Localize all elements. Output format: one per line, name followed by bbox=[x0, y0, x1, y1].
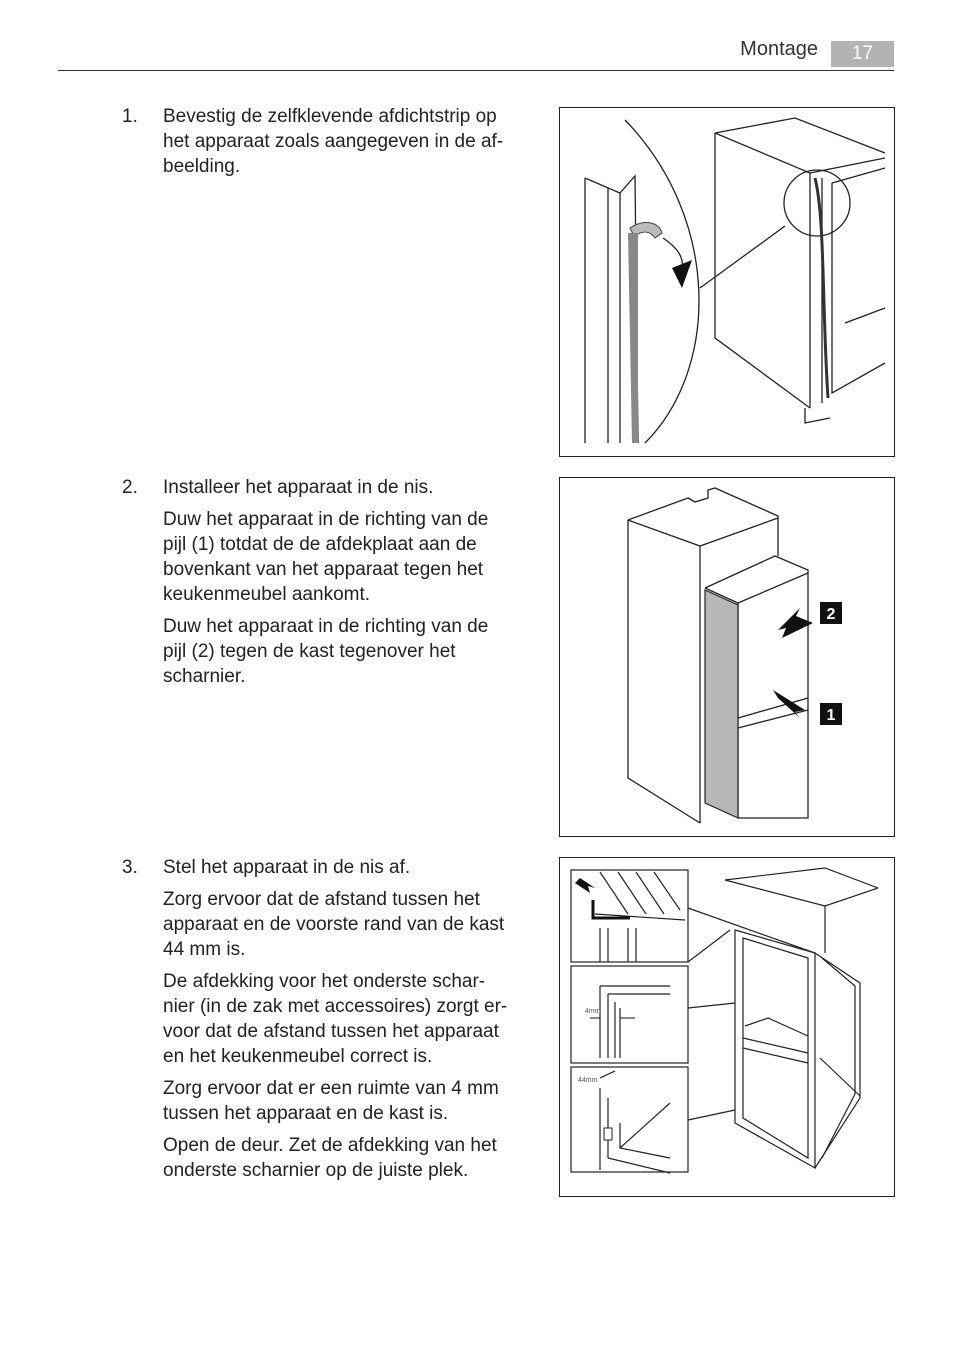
step-paragraph: Installeer het apparaat in de nis. bbox=[163, 477, 434, 498]
arrow-label-2: 2 bbox=[826, 606, 836, 623]
step-2 bbox=[122, 475, 512, 696]
figure-sealing-strip bbox=[559, 107, 895, 457]
step-number: 1. bbox=[122, 106, 138, 127]
label-44mm: 44mm bbox=[578, 1077, 598, 1084]
page-number: 17 bbox=[831, 41, 894, 67]
figure-adjust-niche bbox=[559, 857, 895, 1197]
adjust-niche-illustration bbox=[560, 858, 894, 1196]
arrow-label-1: 1 bbox=[826, 707, 836, 724]
header-divider bbox=[58, 70, 894, 71]
step-paragraph: Stel het apparaat in de nis af. bbox=[163, 857, 411, 878]
step-paragraph: Duw het apparaat in de richting van de pijl (1) totdat de de afdekplaat aan de bovenkant van het apparaat tegen het keukenmeubel aankomt. bbox=[163, 509, 489, 605]
figure-install-niche bbox=[559, 477, 895, 837]
sealing-strip-illustration bbox=[560, 108, 894, 456]
step-paragraph: Bevestig de zelfklevende afdichtstrip op het apparaat zoals aangegeven in de af- beelding. bbox=[163, 106, 504, 177]
step-paragraph: Zorg ervoor dat er een ruimte van 4 mm tussen het apparaat en de kast is. bbox=[163, 1078, 499, 1124]
step-1 bbox=[122, 104, 512, 186]
step-3 bbox=[122, 855, 512, 1190]
install-niche-illustration bbox=[560, 478, 894, 836]
step-number: 3. bbox=[122, 857, 138, 878]
step-paragraph: De afdekking voor het onderste schar- nier (in de zak met accessoires) zorgt er- voor dat de afstand tussen het apparaat en het keukenmeubel correct is. bbox=[163, 971, 508, 1067]
step-number: 2. bbox=[122, 477, 138, 498]
step-paragraph: Duw het apparaat in de richting van de pijl (2) tegen de kast tegenover het scharnier. bbox=[163, 616, 489, 687]
step-paragraph: Open de deur. Zet de afdekking van het onderste scharnier op de juiste plek. bbox=[163, 1135, 497, 1181]
step-paragraph: Zorg ervoor dat de afstand tussen het apparaat en de voorste rand van de kast 44 mm is. bbox=[163, 889, 505, 960]
label-4mm: 4mm bbox=[585, 1008, 601, 1015]
section-title: Montage bbox=[740, 38, 818, 60]
